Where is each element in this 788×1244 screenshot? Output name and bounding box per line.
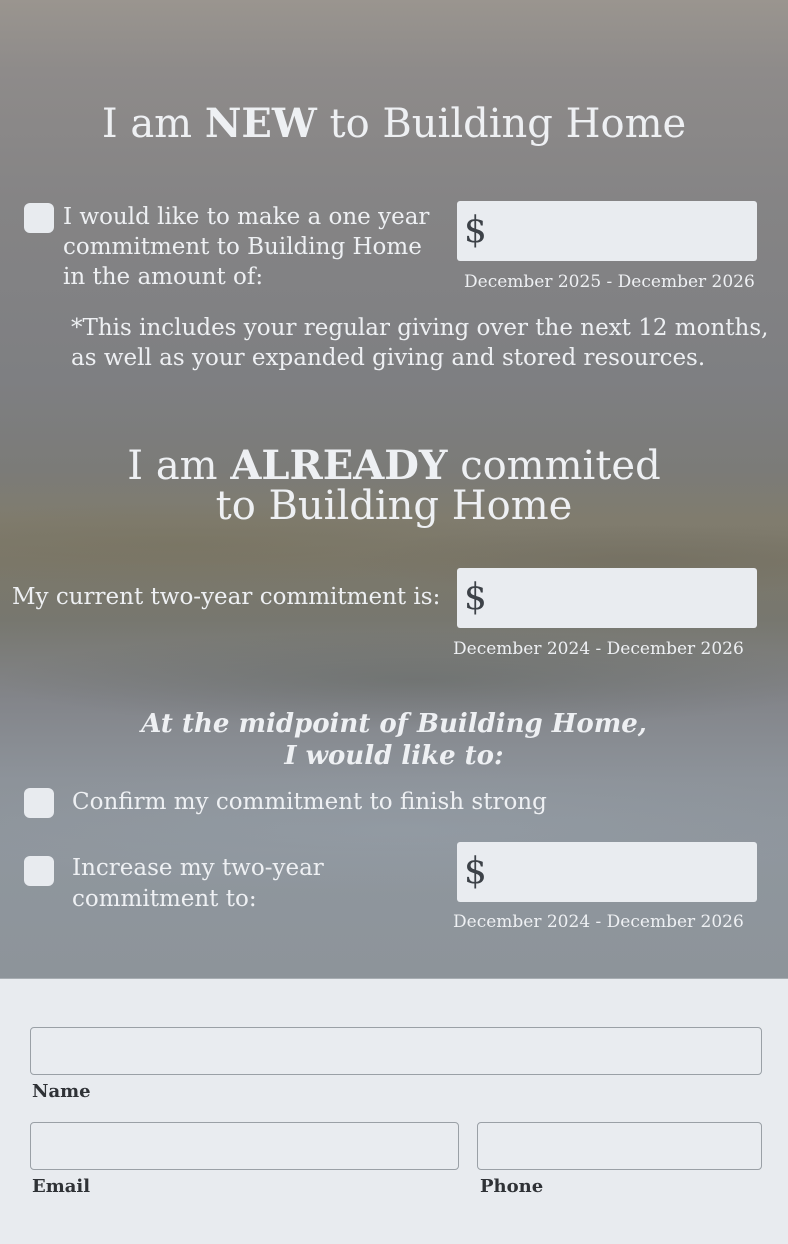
name-input[interactable] (31, 1028, 761, 1074)
phone-field[interactable] (477, 1122, 762, 1170)
increase-commitment-input[interactable] (487, 841, 769, 903)
increase-commitment-date-range: December 2024 - December 2026 (453, 912, 744, 932)
current-commitment-label: My current two-year commitment is: (12, 584, 441, 610)
new-section-title: I am NEW to Building Home (101, 100, 687, 147)
email-input[interactable] (31, 1123, 458, 1169)
one-year-amount-input[interactable] (487, 200, 769, 262)
current-commitment-input[interactable] (487, 567, 769, 629)
current-commitment-date-range: December 2024 - December 2026 (453, 639, 744, 659)
dollar-sign: $ (464, 577, 487, 618)
dollar-sign: $ (464, 851, 487, 892)
one-year-commitment-label: I would like to make a one year commitment to Building Home in the amount of: (63, 204, 430, 290)
one-year-date-range: December 2025 - December 2026 (464, 272, 755, 292)
email-field[interactable] (30, 1122, 459, 1170)
name-label: Name (32, 1081, 91, 1102)
one-year-commitment-checkbox[interactable] (24, 203, 54, 233)
increase-commitment-field[interactable] (457, 842, 757, 902)
current-commitment-field[interactable] (457, 568, 757, 628)
email-label: Email (32, 1176, 91, 1197)
phone-input[interactable] (478, 1123, 761, 1169)
increase-commitment-checkbox[interactable] (24, 856, 54, 886)
midpoint-heading: At the midpoint of Building Home, I would like to: (141, 709, 647, 771)
one-year-amount-field[interactable] (457, 201, 757, 261)
confirm-commitment-label: Confirm my commitment to finish strong (72, 789, 547, 815)
already-section-title: I am ALREADY commited to Building Home (127, 442, 661, 529)
confirm-commitment-checkbox[interactable] (24, 788, 54, 818)
increase-commitment-label: Increase my two-year commitment to: (72, 855, 324, 912)
phone-label: Phone (480, 1176, 544, 1197)
contact-form (0, 979, 788, 1244)
giving-note: *This includes your regular giving over the next 12 months, as well as your expanded giving and stored resources. (71, 315, 769, 371)
dollar-sign: $ (464, 210, 487, 251)
name-field[interactable] (30, 1027, 762, 1075)
